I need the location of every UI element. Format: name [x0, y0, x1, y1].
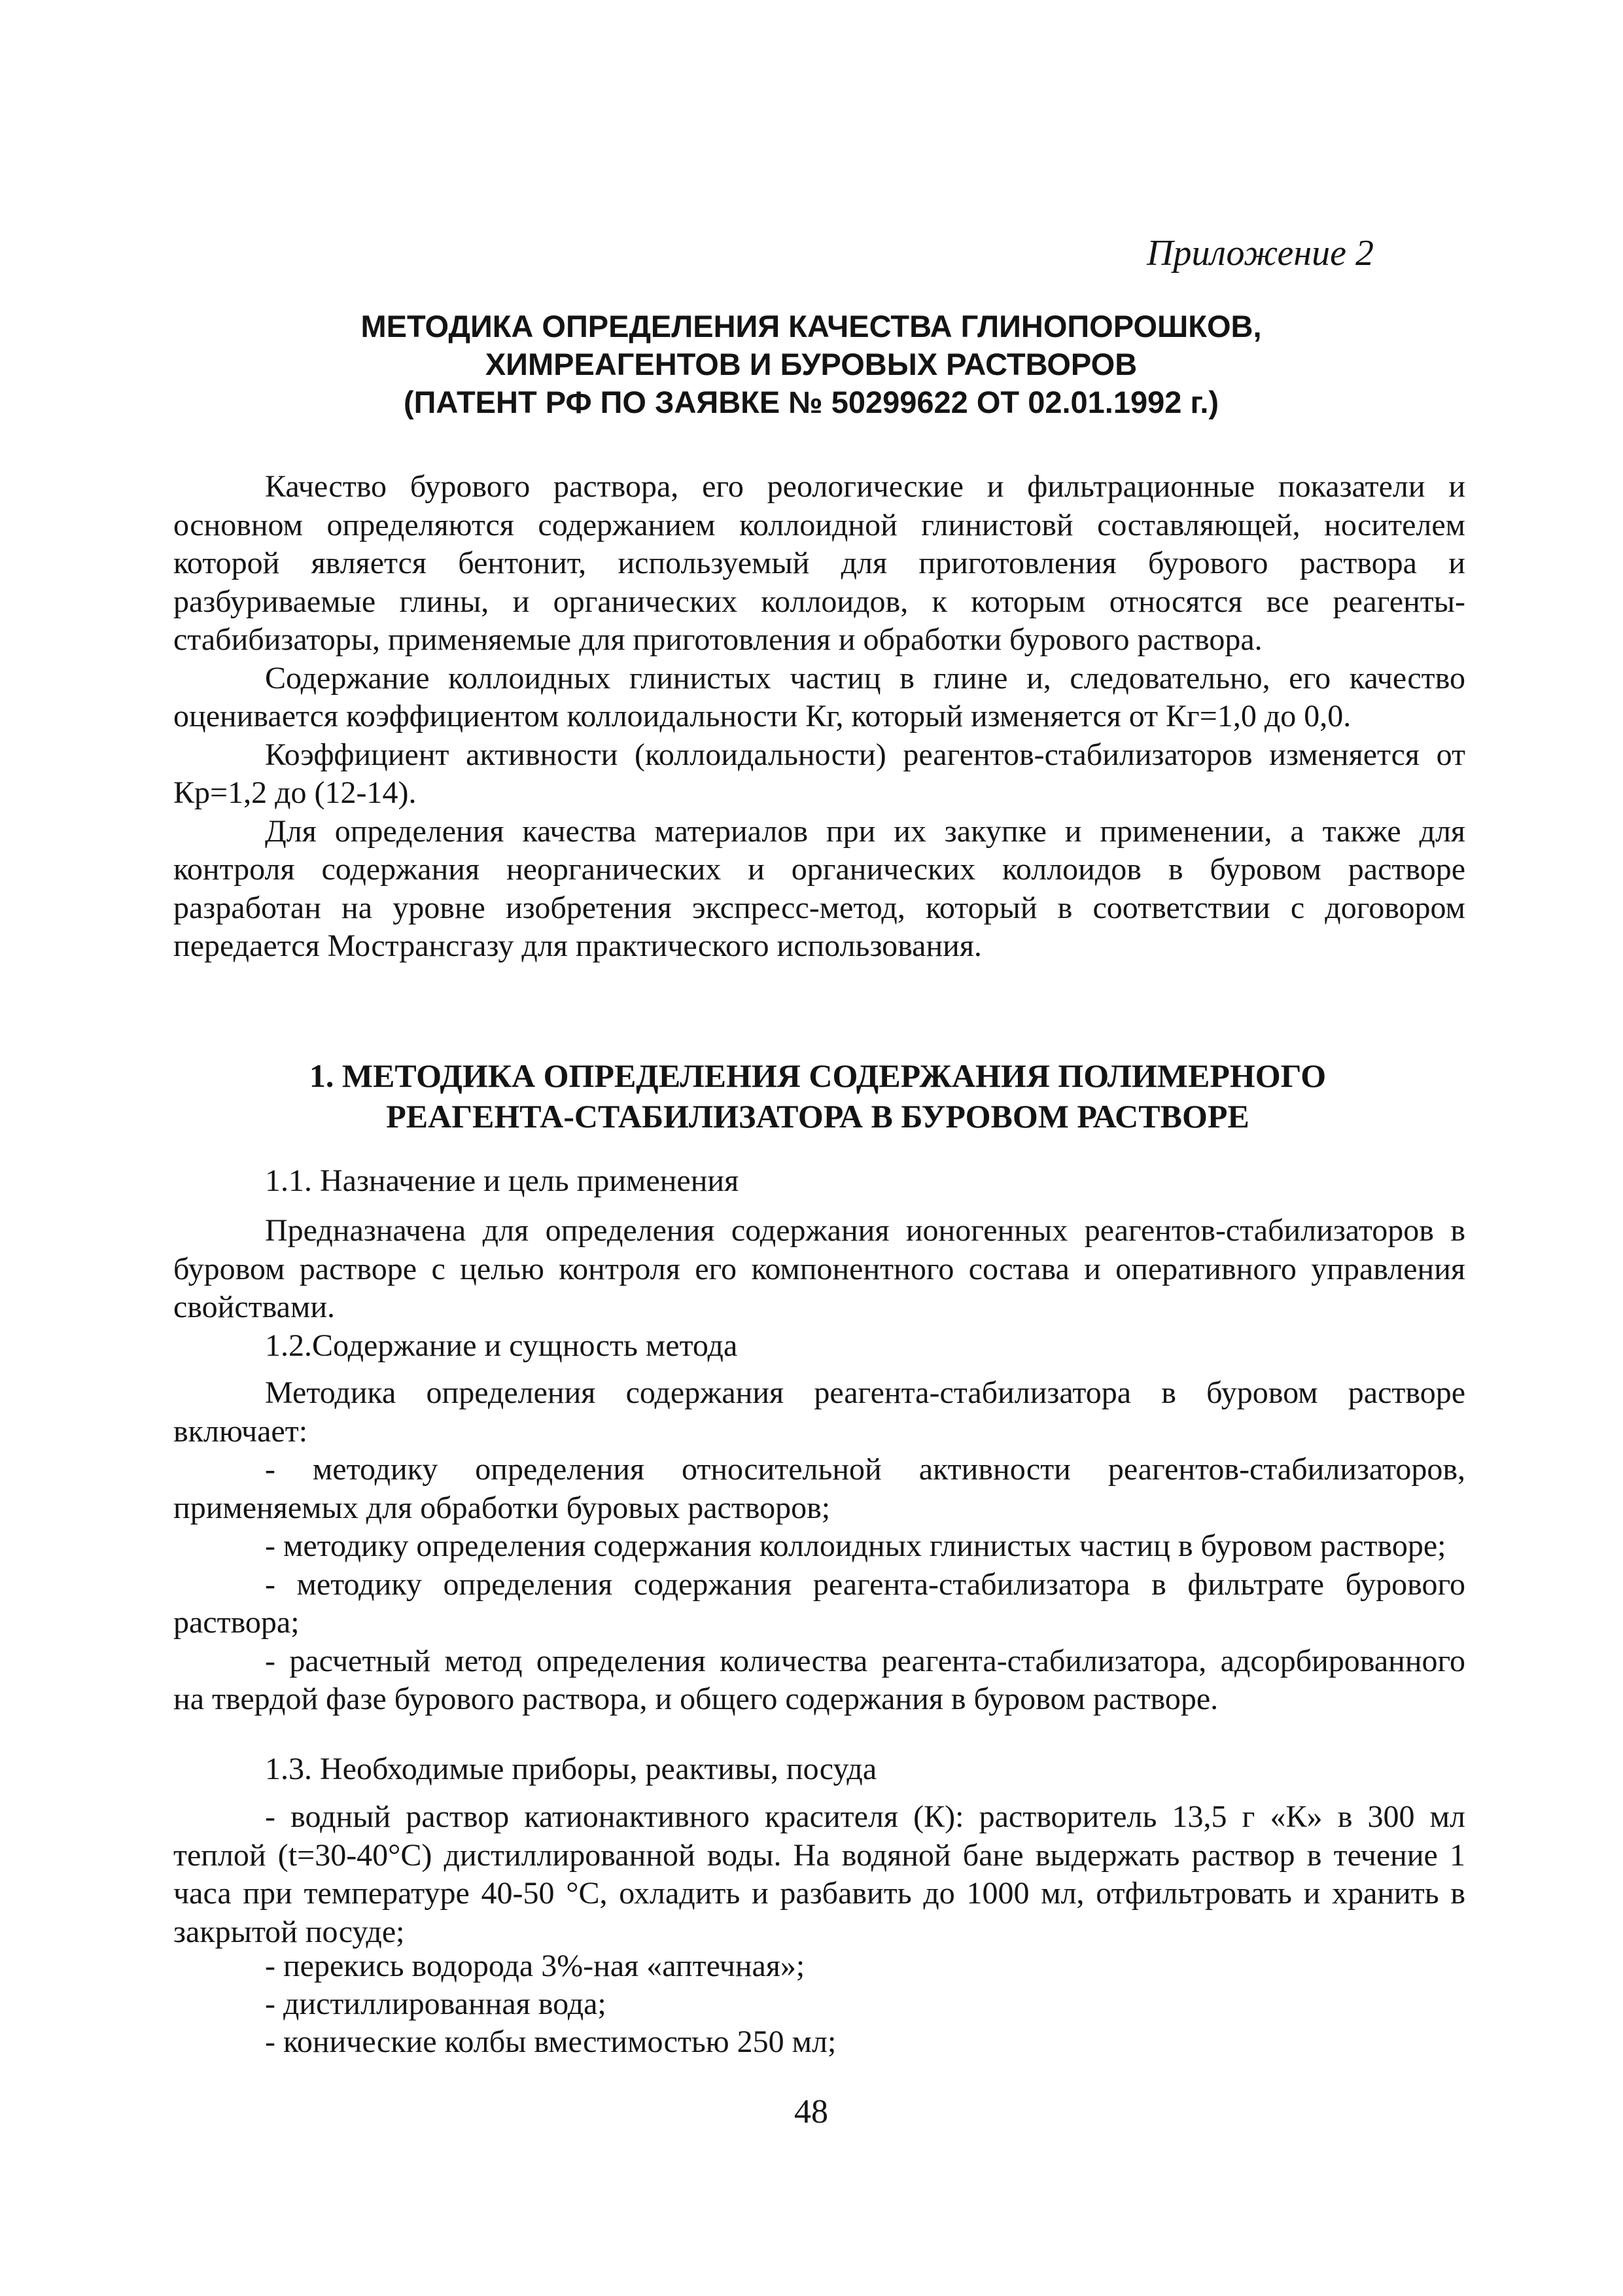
subsection-paragraph: Методика определения содержания реагента-стабилизатора в буровом растворе включает: — [173, 1375, 1465, 1449]
section-1-title — [196, 1055, 1439, 1137]
title-line-1: МЕТОДИКА ОПРЕДЕЛЕНИЯ КАЧЕСТВА ГЛИНОПОРОШКОВ, — [360, 309, 1262, 344]
document-title — [196, 308, 1426, 421]
intro-paragraph: Качество бурового раствора, его реологические и фильтрационные показатели и основном определяются содержанием коллоидной глинистовй составляющей, носителем которой является бентонит, используемый для приготовления бурового раствора и разбуриваемые глины, и органических коллоидов, к которым относятся все реагенты-стабибизаторы, применяемые для приготовления и обработки бурового раствора. — [173, 469, 1465, 657]
list-item: - расчетный метод определения количества реагента-стабилизатора, адсорбированного на твердой фазе бурового раствора, и общего содержания в буровом растворе. — [173, 1643, 1465, 1716]
subsection-1-1-heading: 1.1. Назначение и цель применения — [265, 1163, 739, 1198]
title-line-3: (ПАТЕНТ РФ ПО ЗАЯВКЕ № 50299622 ОТ 02.01.1992 г.) — [403, 385, 1219, 419]
page-number: 48 — [794, 2093, 828, 2130]
section-title-line-2: РЕАГЕНТА-СТАБИЛИЗАТОРА В БУРОВОМ РАСТВОРЕ — [386, 1098, 1249, 1135]
list-item: - водный раствор катионактивного красителя (К): растворитель 13,5 г «К» в 300 мл теплой (t=30-40°С) дистиллированной воды. На водяной бане выдержать раствор в течение 1 часа при температуре 40-50 °С, охладить и разбавить до 1000 мл, отфильтровать и хранить в закрытой посуде; — [173, 1799, 1465, 1949]
list-item: - методику определения относительной активности реагентов-стабилизаторов, применяемых для обработки буровых растворов; — [173, 1452, 1465, 1525]
subsection-1-1-body — [173, 1212, 1465, 1327]
subsection-1-2-body — [173, 1374, 1465, 1719]
section-title-line-1: 1. МЕТОДИКА ОПРЕДЕЛЕНИЯ СОДЕРЖАНИЯ ПОЛИМЕРНОГО — [309, 1057, 1327, 1094]
subsection-1-3-body — [173, 1798, 1465, 1951]
appendix-label: Приложение 2 — [1147, 233, 1374, 274]
list-item: - дистиллированная вода; — [265, 1987, 606, 2021]
intro-paragraph: Содержание коллоидных глинистых частиц в глине и, следовательно, его качество оценивается коэффициентом коллоидальности Кг, который изменяется от Кг=1,0 до 0,0. — [173, 660, 1465, 733]
subsection-paragraph: Предназначена для определения содержания ионогенных реагентов-стабилизаторов в буровом растворе с целью контроля его компонентного состава и оперативного управления свойствами. — [173, 1213, 1465, 1324]
list-item: - конические колбы вместимостью 250 мл; — [265, 2024, 837, 2059]
subsection-1-2-heading: 1.2.Содержание и сущность метода — [265, 1328, 738, 1363]
intro-section — [173, 468, 1465, 966]
intro-paragraph: Для определения качества материалов при их закупке и применении, а также для контроля содержания неорганических и органических коллоидов в буровом растворе разработан на уровне изобретения экспресс-метод, который в соответствии с договором передается Мострансгазу для практического использования. — [173, 813, 1465, 963]
list-item: - перекись водорода 3%-ная «аптечная»; — [265, 1949, 805, 1983]
list-item: - методику определения содержания коллоидных глинистых частиц в буровом растворе; — [265, 1528, 1446, 1563]
list-item: - методику определения содержания реагента-стабилизатора в фильтрате бурового раствора; — [173, 1566, 1465, 1640]
title-line-2: ХИМРЕАГЕНТОВ И БУРОВЫХ РАСТВОРОВ — [485, 347, 1138, 381]
intro-paragraph: Коэффициент активности (коллоидальности) реагентов-стабилизаторов изменяется от Кр=1,2 до (12-14). — [173, 737, 1465, 810]
subsection-1-3-heading: 1.3. Необходимые приборы, реактивы, посуда — [265, 1752, 877, 1786]
